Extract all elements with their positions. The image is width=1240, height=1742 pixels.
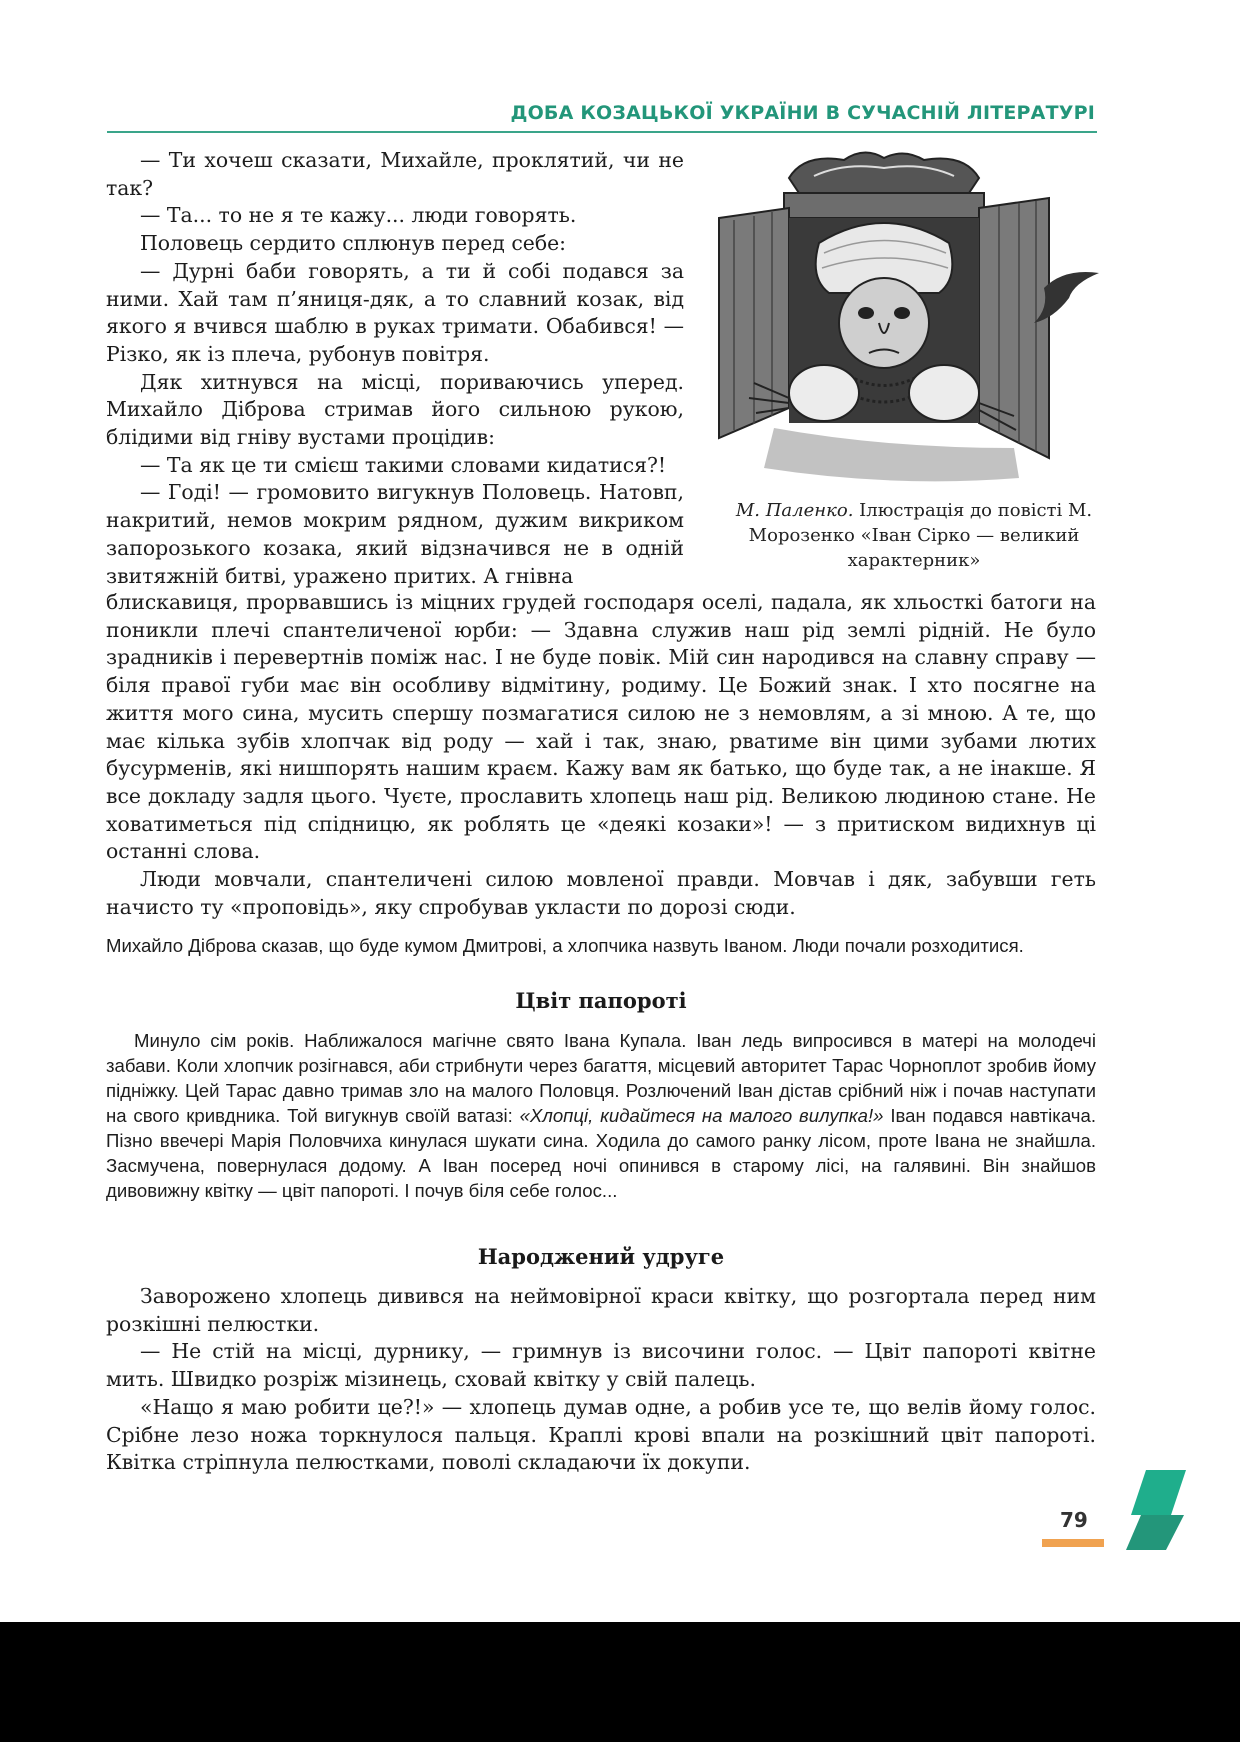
old-woman-in-window-illustration (714, 148, 1114, 488)
paragraph: — Годі! — громовито вигукнув Половець. Натовп, накритий, немов мокрим рядном, дужим викриком запорозького козака, який відзначився не в одній звитяжній битві, уражено притих. А гнівна (106, 480, 684, 588)
paragraph: Люди мовчали, спантеличені силою мовленої правди. Мовчав і дяк, забувши геть начисто ту «проповідь», яку спробував укласти по дорозі сюди. (106, 867, 1096, 919)
paragraph: Заворожено хлопець дивився на неймовірної краси квітку, що розгортала перед ним розкішні пелюстки. (106, 1284, 1096, 1336)
summary-paragraph (106, 1028, 1096, 1203)
illustration (714, 148, 1114, 488)
header-rule (107, 131, 1097, 133)
paragraph: Половець сердито сплюнув перед себе: (140, 231, 567, 256)
illustration-caption (714, 498, 1114, 573)
summary-text: Іван подався навтікача. Пізно ввечері Марія Половчиха кинулася шукати сина. Ходила до самого ранку лісом, проте Івана не знайшла. Засмучена, повернулася додому. А Іван посеред ночі опинився в старому лісі, на галявині. Він знайшов дивовижну квітку — цвіт папороті. І почув біля себе голос... (106, 1105, 1096, 1201)
paragraph: — Ти хочеш сказати, Михайле, проклятий, чи не так? (106, 148, 684, 200)
caption-text: Ілюстрація до повісті М. Морозенко «Іван Сірко — великий характерник» (748, 500, 1093, 571)
paragraph: — Не стій на місці, дурнику, — гримнув із височини голос. — Цвіт папороті квітне мить. Швидко розріж мізинець, сховай квітку у свій палець. (106, 1339, 1096, 1392)
quote-italic: «Хлопці, кидайтеся на малого вилупка!» (519, 1105, 884, 1126)
paragraph: — Та як це ти смієш такими словами кидатися?! (140, 452, 667, 477)
page-number: 79 (1060, 1508, 1088, 1532)
summary-paragraph: Михайло Діброва сказав, що буде кумом Дмитрові, а хлопчика назвуть Іваном. Люди почали розходитися. (106, 935, 1024, 956)
paragraph: блискавиця, прорвавшись із міцних грудей господаря оселі, падала, як хльосткі батоги на поникли плечі спантеличеної юрби: — Здавна служив наш рід землі рідній. Не було зрадників і перевертнів поміж нас. І не буде повік. Мій син народився на славну справу — біля правої губи має він особливу відмітину, родиму. Це Божий знак. І хто посягне на життя мого сина, мусить спершу позмагатися силою не з немовлям, а зі мною. А те, що має кілька зубів хлопчак від роду — хай і так, знаю, рватиме він цими зубами лютих бусурменів, які нишпорять нашим краєм. Кажу вам як батько, що буде так, а не інакше. Я все докладу задля цього. Чуєте, прославить хлопець наш рід. Великою людиною стане. Не ховатиметься під спідницю, як роблять це «деякі козаки»! — з притиском видихнув ці останні слова. (106, 590, 1096, 864)
running-header: ДОБА КОЗАЦЬКОЇ УКРАЇНИ В СУЧАСНІЙ ЛІТЕРАТУРІ (510, 102, 1095, 124)
paragraph: — Та... то не я те кажу... люди говорять. (140, 203, 577, 228)
paragraph: — Дурні баби говорять, а ти й собі подався за ними. Хай там п’яниця-дяк, а то славний козак, від якого я вчився шаблю в руках тримати. Обабився! — Різко, як із плеча, рубонув повітря. (106, 258, 684, 366)
bottom-black-band (0, 1622, 1240, 1742)
paragraph: «Нащо я маю робити це?!» — хлопець думав одне, а робив усе те, що велів йому голос. Срібне лезо ножа торкнулося пальця. Краплі крові впали на розкішний цвіт папороті. Квітка стріпнула пелюстками, поволі складаючи їх докупи. (106, 1394, 1096, 1475)
caption-author: М. Паленко. (735, 500, 854, 521)
section-heading: Цвіт папороті (515, 988, 687, 1013)
page-corner-decoration (1126, 1470, 1186, 1550)
section-heading: Народжений удруге (477, 1244, 725, 1269)
full-width-text (106, 589, 1096, 921)
left-text-column (106, 147, 684, 590)
page-number-underline (1042, 1539, 1104, 1547)
paragraph: Дяк хитнувся на місці, пориваючись уперед. Михайло Діброва стримав його сильною рукою, блідими від гніву вустами процідив: (106, 369, 684, 450)
section-text (106, 1283, 1096, 1477)
summary-text: Минуло сім років. Наближалося магічне свято Івана Купала. Іван ледь випросився в матері на молодечі забави. Коли хлопчик розігнався, аби стрибнути через багаття, місцевий авторитет Тарас Чорноплот зробив йому підніжку. Цей Тарас давно тримав зло на малого Половця. Розлючений Іван дістав срібний ніж і почав наступати на свого кривдника. Той вигукнув своїй ватазі: (106, 1030, 1096, 1126)
